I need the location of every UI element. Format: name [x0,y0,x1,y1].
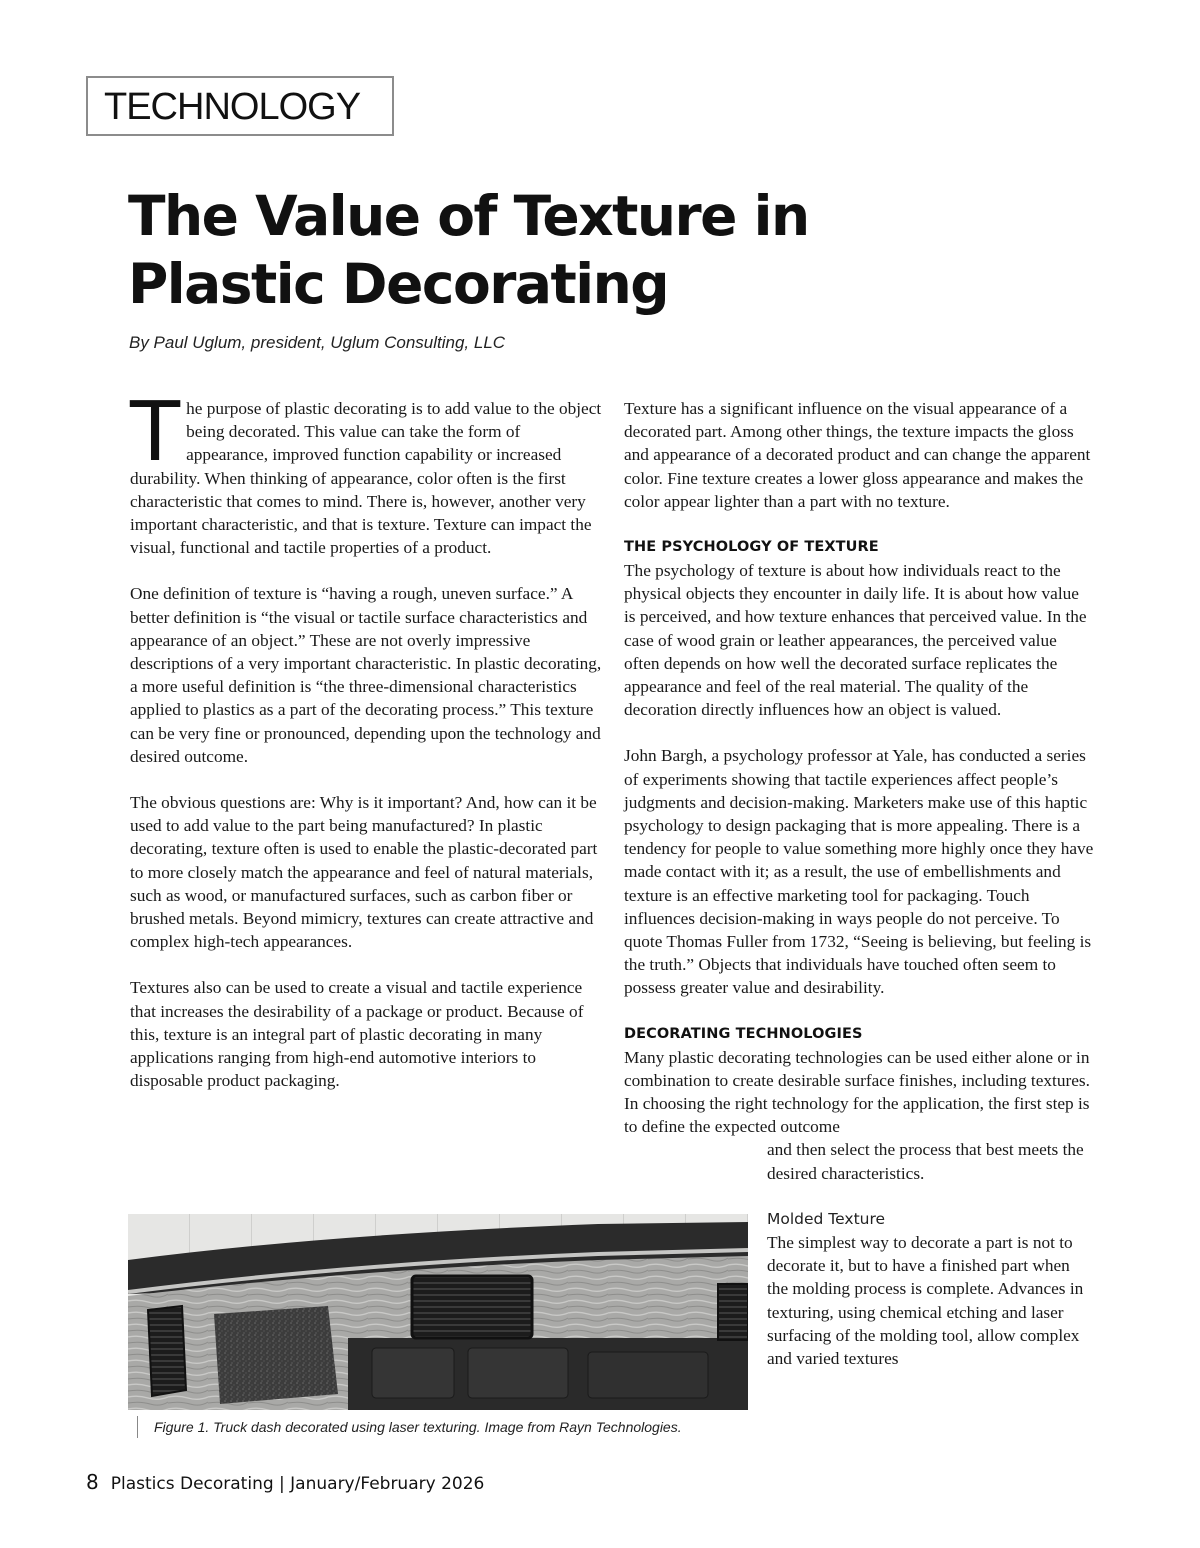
figure-caption: Figure 1. Truck dash decorated using laser texturing. Image from Rayn Technologies. [137,1416,682,1438]
title-line-1: The Value of Texture in [128,184,809,248]
section-heading: DECORATING TECHNOLOGIES [624,1025,863,1042]
figure-image [128,1214,748,1410]
sub-heading: Molded Texture [767,1209,886,1228]
page-number: 8 [86,1470,99,1494]
section-heading: THE PSYCHOLOGY OF TEXTURE [624,539,879,556]
drop-cap: T [130,385,181,480]
byline: By Paul Uglum, president, Uglum Consulting, LLC [129,333,506,352]
paragraph: Many plastic decorating technologies can be used either alone or in combination to create desirable surface finishes, including textures. In choosing the right technology for the application, the first step is to define the expected outcome [624,1047,1090,1137]
paragraph: Texture has a significant influence on the visual appearance of a decorated part. Among other things, the texture impacts the gloss and appearance of a decorated product and can change the apparent color. Fine texture creates a lower gloss appearance and makes the color appear lighter than a part with no texture. [624,399,1091,511]
section-tag: TECHNOLOGY [86,76,394,136]
paragraph: Textures also can be used to create a visual and tactile experience that increases the desirability of a package or product. Because of this, texture is an integral part of plastic decorating in many applications ranging from high-end automotive interiors to disposable product packaging. [130,978,584,1091]
paragraph: The obvious questions are: Why is it important? And, how can it be used to add value to the part being manufactured? In plastic decorating, texture often is used to enable the plastic-decorated part to more closely match the appearance and feel of natural materials, such as wood, or manufactured surfaces, such as carbon fiber or brushed metals. Beyond mimicry, textures can create attractive and complex high-tech appearances. [130,793,598,952]
title-line-2: Plastic Decorating [128,252,669,316]
article-title [128,182,848,318]
paragraph: The psychology of texture is about how individuals react to the physical objects they encounter in daily life. It is about how value is perceived, and how texture enhances that perceived value. In the case of wood grain or leather appearances, the perceived value often depends on how well the decorated surface replicates the appearance and feel of the real material. The quality of the decoration directly influences how an object is valued. [624,561,1087,720]
paragraph: The simplest way to decorate a part is not to decorate it, but to have a finished part when the molding process is complete. Advances in texturing, using chemical etching and laser surfacing of the molding tool, allow complex and varied textures [767,1232,1084,1368]
paragraph-text: he purpose of plastic decorating is to add value to the object being decorated. This value can take the form of appearance, improved function capability or increased durability. When thinking of appearance, color often is the first characteristic that comes to mind. There is, however, another very important characteristic, and that is texture. Texture can impact the visual, functional and tactile properties of a product. [130,399,602,558]
page-footer [86,1470,484,1494]
paragraph: and then select the process that best meets the desired characteristics. [767,1140,1084,1183]
paragraph [130,385,602,559]
publication-name: Plastics Decorating | January/February 2026 [110,1474,485,1494]
truck-dash-photo [128,1214,748,1410]
left-column [130,385,602,1115]
paragraph: John Bargh, a psychology professor at Yale, has conducted a series of experiments showing that tactile experiences affect people’s judgments and decision-making. Marketers make use of this haptic psychology to design packaging that is more appealing. There is a tendency for people to value something more highly once they have made contact with it; as a result, the use of embellishments and texture is an effective marketing tool for packaging. Touch influences decision-making in ways people do not perceive. To quote Thomas Fuller from 1732, “Seeing is believing, but feeling is the truth.” Objects that individuals have touched often seem to possess greater value and desirability. [624,746,1094,998]
paragraph: One definition of texture is “having a rough, uneven surface.” A better definition is “the visual or tactile surface characteristics and appearance of an object.” These are not overly impressive descriptions of a very important characteristic. In plastic decorating, a more useful definition is “the three-dimensional characteristics applied to plastics as a part of the decorating process.” This texture can be very fine or pronounced, depending upon the technology and desired outcome. [130,584,602,766]
